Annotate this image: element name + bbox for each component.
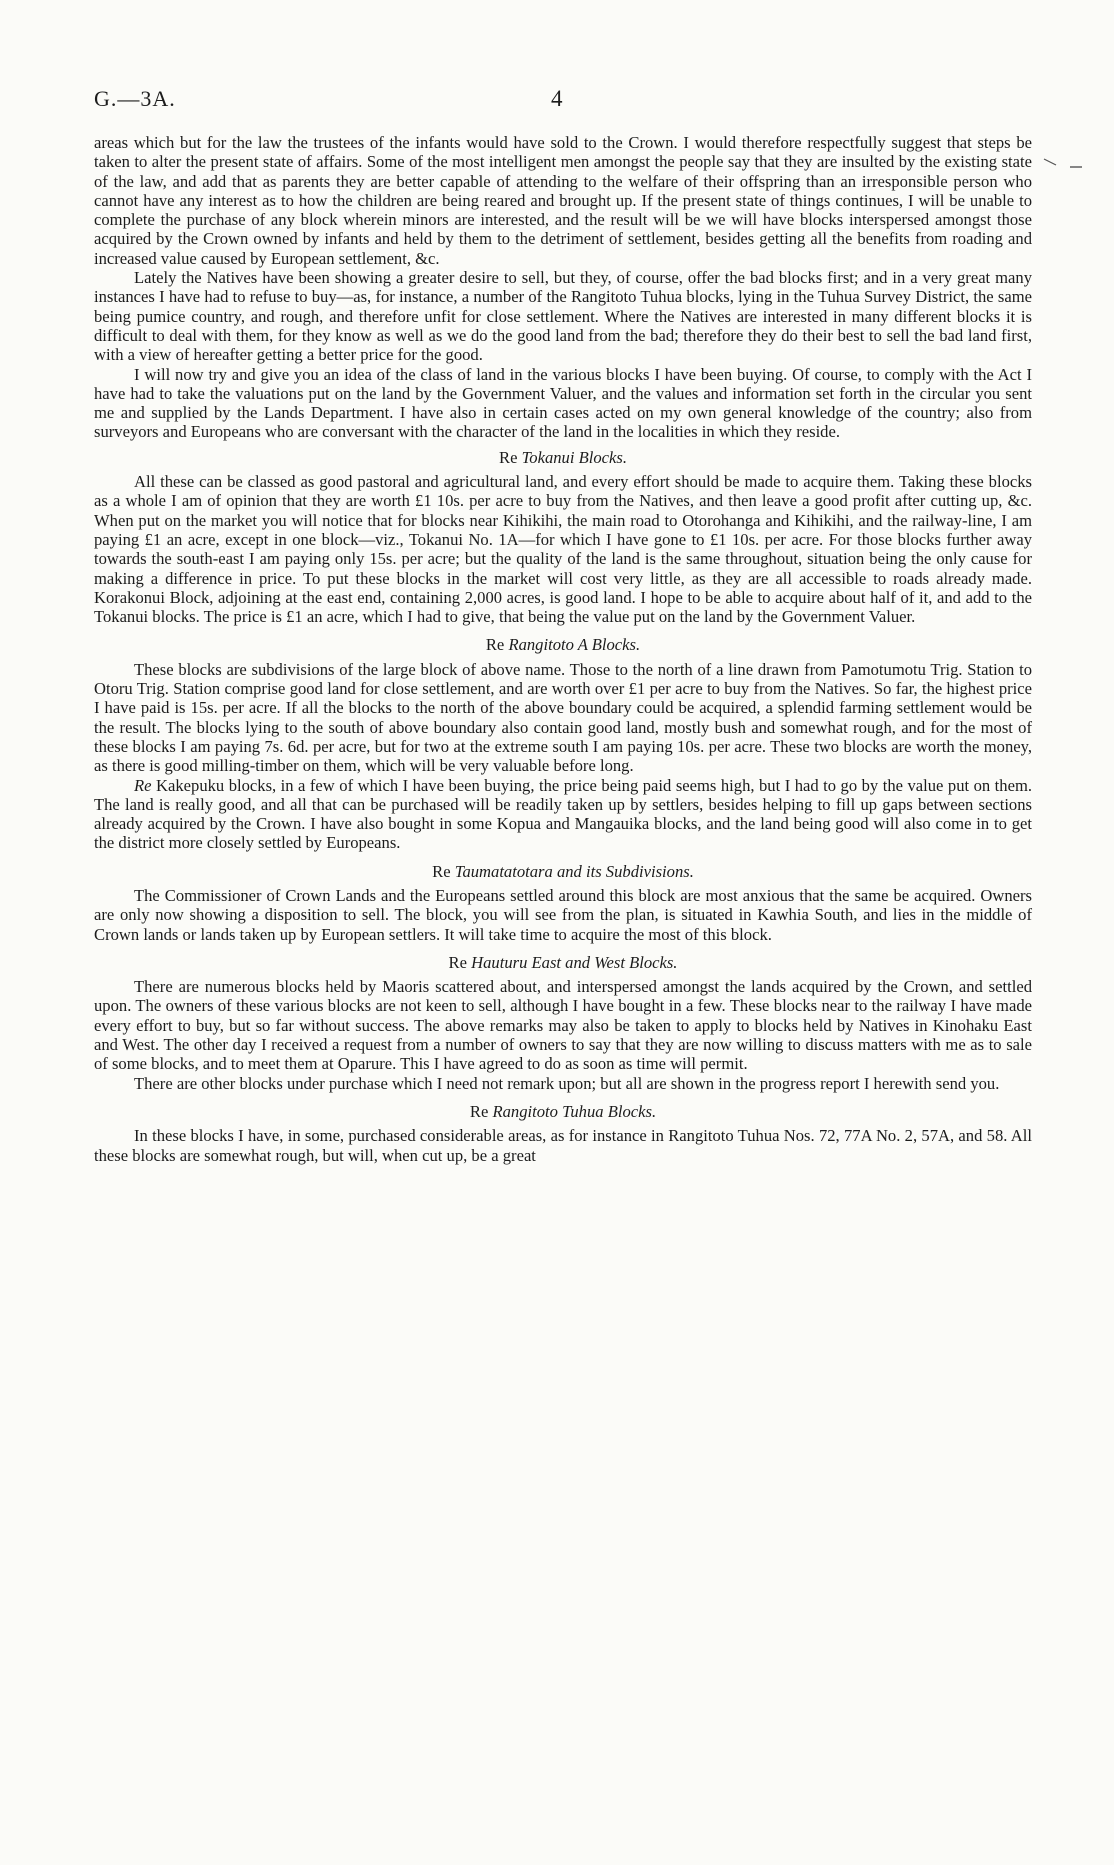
paragraph: These blocks are subdivisions of the large block of above name. Those to the north of a line drawn from Pamotumotu Trig. Station to Otoru Trig. Station comprise good land for close settlement, and are worth over £1 per acre to buy from the Natives. So far, the highest price I have paid is 15s. per acre. If all the blocks to the north of the above boundary could be acquired, a splendid farming settlement would be the result. The blocks lying to the south of above boundary also contain good land, mostly bush and somewhat rough, and for the most of these blocks I am paying 7s. 6d. per acre, but for two at the extreme south I am paying 10s. per acre. These two blocks are worth the money, as there is good milling-timber on them, which will be very valuable before long. xyxy=(94,659,1032,776)
heading-title: Taumatatotara and its Subdivisions. xyxy=(454,861,694,881)
section-heading-rangitoto-a xyxy=(94,635,1032,654)
heading-title: Rangitoto A Blocks. xyxy=(508,635,641,655)
paragraph xyxy=(94,776,1032,853)
paragraph-text: Kakepuku blocks, in a few of which I have been buying, the price being paid seems high, but I had to go by the value put on them. The land is really good, and all that can be purchased will be readily taken up by settlers, besides helping to fill up gaps between sections already acquired by the Crown. I have also bought in some Kopua and Mangauika blocks, and the land being good will also come in to get the district more closely settled by Europeans. xyxy=(94,775,1032,853)
section-heading-taumatatotara xyxy=(94,862,1032,881)
paragraph: I will now try and give you an idea of the class of land in the various blocks I have been buying. Of course, to comply with the Act I have had to take the valuations put on the land by the Government Valuer, and the values and information set forth in the circular you sent me and supplied by the Lands Department. I have also in certain cases acted on my own general knowledge of the country; also from surveyors and Europeans who are conversant with the character of the land in the localities in which they reside. xyxy=(94,364,1032,442)
heading-title: Hauturu East and West Blocks. xyxy=(471,952,678,972)
heading-re: Re xyxy=(485,635,505,655)
paragraph: The Commissioner of Crown Lands and the Europeans settled around this block are most anxious that the same be acquired. Owners are only now showing a disposition to sell. The block, you will see from the plan, is situated in Kawhia South, and lies in the middle of Crown lands or lands taken up by European settlers. It will take time to acquire the most of this block. xyxy=(94,885,1032,944)
paragraph: In these blocks I have, in some, purchased considerable areas, as for instance in Rangitoto Tuhua Nos. 72, 77A No. 2, 57A, and 58. All these blocks are somewhat rough, but will, when cut up, be a great xyxy=(94,1126,1032,1165)
heading-re: Re xyxy=(448,952,467,972)
section-heading-tokanui xyxy=(94,448,1032,467)
margin-pencil-mark xyxy=(1042,155,1086,175)
inline-re: Re xyxy=(134,775,152,795)
paragraph: There are numerous blocks held by Maoris scattered about, and interspersed amongst the lands acquired by the Crown, and settled upon. The owners of these various blocks are not keen to sell, although I have bought in a few. These blocks near to the railway I have made every effort to buy, but so far without success. The above remarks may also be taken to apply to blocks held by Natives in Kinohaku East and West. The other day I received a request from a number of owners to say that they are now willing to discuss matters with me as to sale of some blocks, and to meet them at Oparure. This I have agreed to do as soon as time will permit. xyxy=(94,977,1032,1074)
paragraph: Lately the Natives have been showing a greater desire to sell, but they, of course, offer the bad blocks first; and in a very great many instances I have had to refuse to buy—as, for instance, a number of the Rangitoto Tuhua blocks, lying in the Tuhua Survey District, the same being pumice country, and rough, and therefore unfit for close settlement. Where the Natives are interested in many different blocks it is difficult to deal with them, for they know as well as we do the good land from the bad; therefore they do their best to sell the bad land first, with a view of hereafter getting a better price for the good. xyxy=(94,268,1032,365)
document-body xyxy=(94,133,1032,1165)
heading-re: Re xyxy=(499,447,518,467)
section-heading-hauturu xyxy=(94,953,1032,972)
section-heading-rangitoto-tuhua xyxy=(94,1102,1032,1121)
paragraph: There are other blocks under purchase which I need not remark upon; but all are shown in the progress report I herewith send you. xyxy=(134,1073,1000,1093)
page-header xyxy=(94,86,1034,112)
page-number: 4 xyxy=(551,86,563,111)
heading-title: Rangitoto Tuhua Blocks. xyxy=(492,1101,657,1121)
heading-title: Tokanui Blocks. xyxy=(521,447,627,467)
paragraph: areas which but for the law the trustees of the infants would have sold to the Crown. I would therefore respectfully suggest that steps be taken to alter the present state of affairs. Some of the most intelligent men amongst the people say that they are insulted by the existing state of the law, and add that as parents they are better capable of attending to the welfare of their offspring than an irresponsible person who cannot have any interest as to how the children are being reared and brought up. If the present state of things continues, I will be unable to complete the purchase of any block wherein minors are interested, and the result will be we will have blocks interspersed amongst those acquired by the Crown owned by infants and held by them to the detriment of settlement, besides getting all the benefits from roading and increased value caused by European settlement, &c. xyxy=(94,133,1032,268)
paragraph: All these can be classed as good pastoral and agricultural land, and every effort should be made to acquire them. Taking these blocks as a whole I am of opinion that they are worth £1 10s. per acre to buy from the Natives, and then leave a good profit after cutting up, &c. When put on the market you will notice that for blocks near Kihikihi, the main road to Otorohanga and Kihikihi, and the railway-line, I am paying £1 an acre, except in one block—viz., Tokanui No. 1A—for which I have gone to £1 10s. per acre. For those blocks further away towards the south-east I am paying only 15s. per acre; but the quality of the land is the same throughout, situation being the only cause for making a difference in price. To put these blocks in the market will cost very little, as they are all accessible to roads already made. Korakonui Block, adjoining at the east end, containing 2,000 acres, is good land. I hope to be able to acquire about half of it, and add to the Tokanui blocks. The price is £1 an acre, which I had to give, that being the value put on the land by the Government Valuer. xyxy=(94,472,1032,627)
document-reference: G.—3A. xyxy=(94,86,176,111)
heading-re: Re xyxy=(469,1101,489,1121)
heading-re: Re xyxy=(432,861,451,881)
